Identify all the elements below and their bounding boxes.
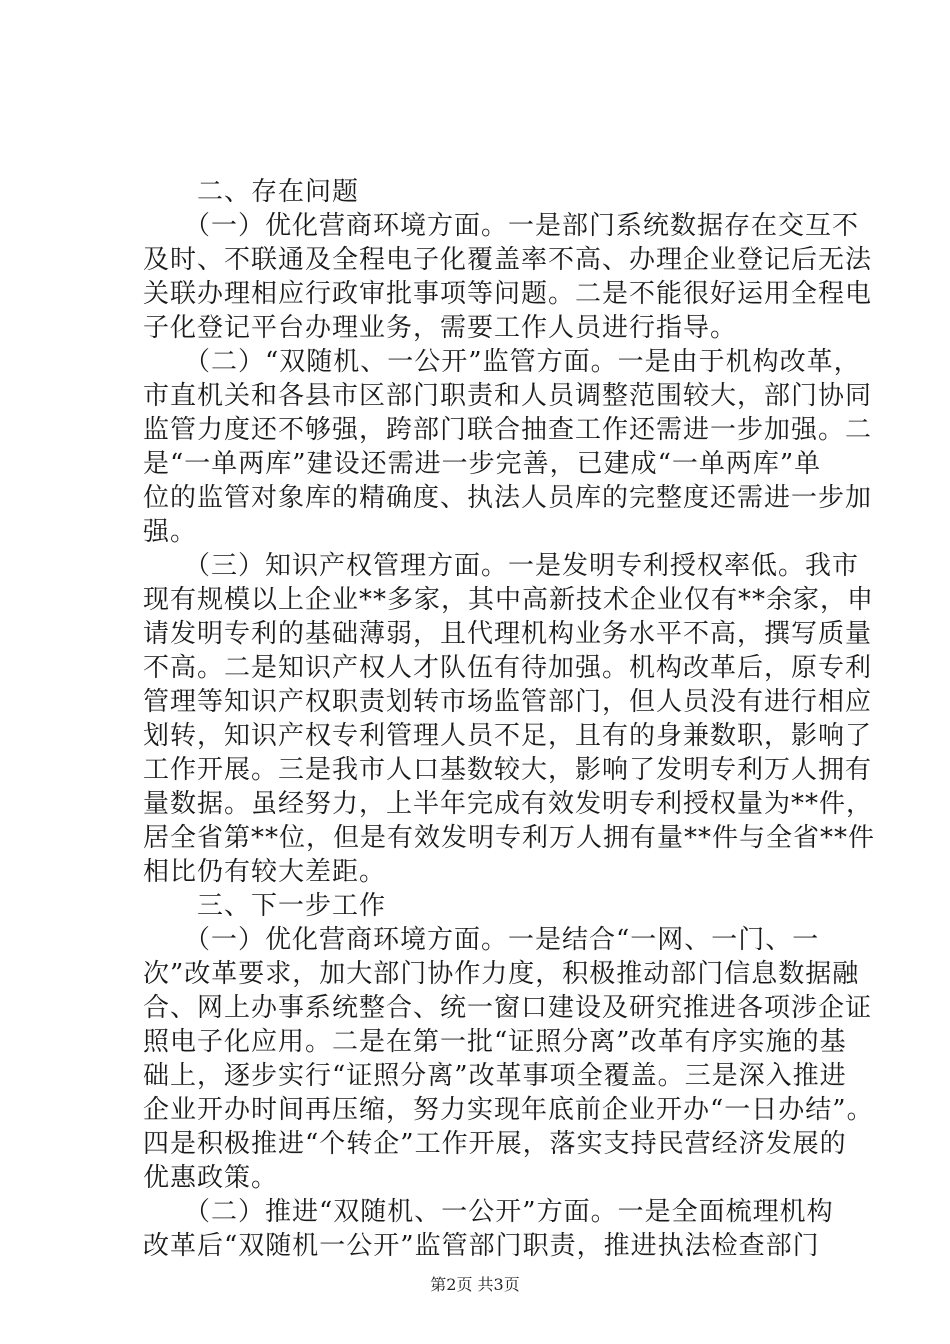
text-line: 不高。二是知识产权人才队伍有待加强。机构改革后，原专利 xyxy=(143,653,873,683)
text-line: （三）知识产权管理方面。一是发明专利授权率低。我市 xyxy=(143,551,860,581)
text-line: 现有规模以上企业**多家，其中高新技术企业仅有**余家，申 xyxy=(143,585,875,615)
text-line: （一）优化营商环境方面。一是结合“一网、一门、一 xyxy=(143,925,820,955)
text-line: 市直机关和各县市区部门职责和人员调整范围较大，部门协同 xyxy=(143,381,873,411)
text-line: 监管力度还不够强，跨部门联合抽查工作还需进一步加强。二 xyxy=(143,415,873,445)
text-line: 二、存在问题 xyxy=(143,177,360,207)
text-line: 子化登记平台办理业务，需要工作人员进行指导。 xyxy=(143,313,738,343)
text-line: 础上，逐步实行“证照分离”改革事项全覆盖。三是深入推进 xyxy=(143,1061,847,1091)
text-line: 改革后“双随机一公开”监管部门职责，推进执法检查部门 xyxy=(143,1231,820,1261)
text-line: 三、下一步工作 xyxy=(143,891,387,921)
text-line: 企业开办时间再压缩，努力实现年底前企业开办“一日办结”。 xyxy=(143,1095,874,1125)
text-line: 居全省第**位，但是有效发明专利万人拥有量**件与全省**件 xyxy=(143,823,876,853)
page-footer: 第2页 共3页 xyxy=(430,1275,520,1294)
text-line: 照电子化应用。二是在第一批“证照分离”改革有序实施的基 xyxy=(143,1027,847,1057)
text-line: 位的监管对象库的精确度、执法人员库的完整度还需进一步加 xyxy=(143,483,873,513)
text-line: 合、网上办事系统整合、统一窗口建设及研究推进各项涉企证 xyxy=(143,993,873,1023)
text-line: （一）优化营商环境方面。一是部门系统数据存在交互不 xyxy=(143,211,860,241)
text-line: 及时、不联通及全程电子化覆盖率不高、办理企业登记后无法 xyxy=(143,245,873,275)
text-line: 是“一单两库”建设还需进一步完善，已建成“一单两库”单 xyxy=(143,449,822,479)
text-line: 优惠政策。 xyxy=(143,1163,279,1193)
text-line: 四是积极推进“个转企”工作开展，落实支持民营经济发展的 xyxy=(143,1129,847,1159)
text-line: （二）“双随机、一公开”监管方面。一是由于机构改革， xyxy=(143,347,861,377)
text-line: 划转，知识产权专利管理人员不足，且有的身兼数职，影响了 xyxy=(143,721,873,751)
text-line: 量数据。虽经努力，上半年完成有效发明专利授权量为**件， xyxy=(143,789,874,819)
text-line: 工作开展。三是我市人口基数较大，影响了发明专利万人拥有 xyxy=(143,755,873,785)
text-line: （二）推进“双随机、一公开”方面。一是全面梳理机构 xyxy=(143,1197,834,1227)
text-line: 次”改革要求，加大部门协作力度，积极推动部门信息数据融 xyxy=(143,959,860,989)
text-line: 相比仍有较大差距。 xyxy=(143,857,387,887)
text-line: 管理等知识产权职责划转市场监管部门，但人员没有进行相应 xyxy=(143,687,873,717)
text-line: 请发明专利的基础薄弱，且代理机构业务水平不高，撰写质量 xyxy=(143,619,873,649)
text-line: 关联办理相应行政审批事项等问题。二是不能很好运用全程电 xyxy=(143,279,873,309)
text-line: 强。 xyxy=(143,517,198,547)
